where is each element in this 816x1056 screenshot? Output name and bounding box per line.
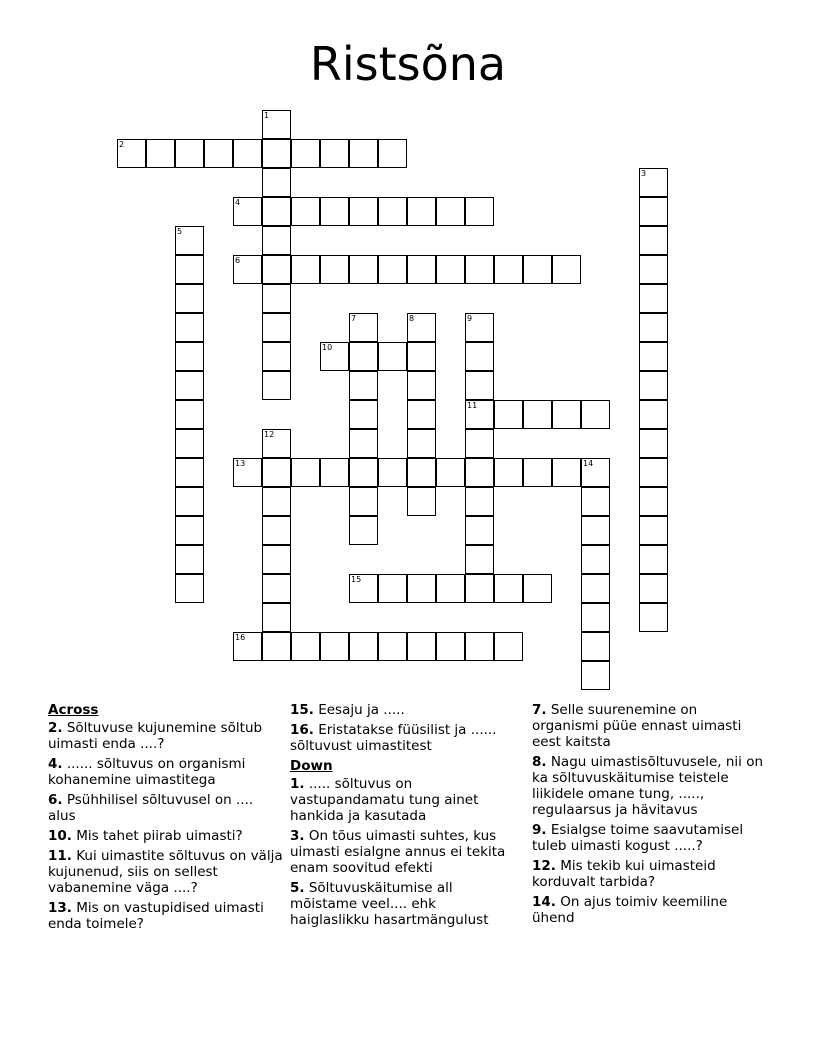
middle-clues-column (290, 702, 516, 932)
down-clue (532, 822, 768, 854)
grid-cell[interactable] (639, 168, 668, 197)
clue-text: Sõltuvuse kujunemine sõltub uimasti enda ....? (48, 720, 263, 752)
clue-text: Esialgse toime saavutamisel tuleb uimasti kogust .....? (532, 822, 744, 854)
grid-cell[interactable] (291, 458, 320, 487)
clue-number: 5. (290, 880, 305, 896)
cell-number: 13 (235, 459, 246, 468)
clue-number: 13. (48, 900, 72, 916)
grid-cell[interactable] (639, 574, 668, 603)
grid-cell[interactable] (378, 255, 407, 284)
grid-cell[interactable] (378, 139, 407, 168)
grid-cell[interactable] (175, 255, 204, 284)
grid-cell[interactable] (204, 139, 233, 168)
clue-text: Kui uimastite sõltuvus on välja kujunenud, siis on sellest vabanemine väga ....? (48, 848, 283, 896)
grid-cell[interactable] (436, 458, 465, 487)
clue-text: On ajus toimiv keemiline ühend (532, 894, 728, 926)
grid-cell[interactable] (639, 284, 668, 313)
cell-number: 15 (351, 575, 362, 584)
cell-number: 1 (264, 111, 270, 120)
grid-cell[interactable] (465, 371, 494, 400)
grid-cell[interactable] (436, 632, 465, 661)
grid-cell[interactable] (407, 487, 436, 516)
grid-cell[interactable] (581, 574, 610, 603)
grid-cell[interactable] (320, 632, 349, 661)
across-clue (48, 792, 284, 824)
grid-cell[interactable] (581, 487, 610, 516)
grid-cell[interactable] (262, 139, 291, 168)
grid-cell[interactable] (436, 255, 465, 284)
grid-cell[interactable] (262, 458, 291, 487)
grid-cell[interactable] (262, 574, 291, 603)
grid-cell[interactable] (465, 429, 494, 458)
cell-number: 10 (322, 343, 333, 352)
grid-cell[interactable] (349, 197, 378, 226)
grid-cell[interactable] (581, 603, 610, 632)
grid-cell[interactable] (639, 226, 668, 255)
grid-cell[interactable] (639, 458, 668, 487)
grid-cell[interactable] (436, 197, 465, 226)
grid-cell[interactable] (320, 197, 349, 226)
clue-number: 8. (532, 754, 547, 770)
cell-number: 11 (467, 401, 478, 410)
cell-number: 14 (583, 459, 594, 468)
grid-cell[interactable] (465, 400, 494, 429)
grid-cell[interactable] (639, 603, 668, 632)
grid-cell[interactable] (523, 458, 552, 487)
grid-cell[interactable] (639, 371, 668, 400)
grid-cell[interactable] (465, 487, 494, 516)
grid-cell[interactable] (262, 632, 291, 661)
grid-cell[interactable] (639, 400, 668, 429)
grid-cell[interactable] (262, 284, 291, 313)
grid-cell[interactable] (175, 139, 204, 168)
grid-cell[interactable] (175, 226, 204, 255)
grid-cell[interactable] (407, 342, 436, 371)
grid-cell[interactable] (523, 400, 552, 429)
grid-cell[interactable] (233, 632, 262, 661)
grid-cell[interactable] (349, 487, 378, 516)
grid-cell[interactable] (262, 255, 291, 284)
down-clue (532, 858, 768, 890)
grid-cell[interactable] (349, 458, 378, 487)
grid-cell[interactable] (407, 574, 436, 603)
cell-number: 16 (235, 633, 246, 642)
across-heading: Across (48, 702, 99, 718)
grid-cell[interactable] (552, 255, 581, 284)
clue-number: 3. (290, 828, 305, 844)
grid-cell[interactable] (262, 603, 291, 632)
grid-cell[interactable] (262, 197, 291, 226)
across-clue (48, 900, 284, 932)
grid-cell[interactable] (407, 429, 436, 458)
cell-number: 3 (641, 169, 647, 178)
grid-cell[interactable] (320, 139, 349, 168)
grid-cell[interactable] (581, 545, 610, 574)
grid-cell[interactable] (349, 255, 378, 284)
cell-number: 5 (177, 227, 183, 236)
grid-cell[interactable] (639, 516, 668, 545)
grid-cell[interactable] (233, 255, 262, 284)
grid-cell[interactable] (639, 255, 668, 284)
grid-cell[interactable] (378, 632, 407, 661)
grid-cell[interactable] (465, 632, 494, 661)
across-clues-column (48, 702, 284, 936)
grid-cell[interactable] (581, 516, 610, 545)
grid-cell[interactable] (262, 313, 291, 342)
down-clue (532, 894, 768, 926)
across-clue (48, 828, 284, 844)
cell-number: 6 (235, 256, 241, 265)
grid-cell[interactable] (262, 168, 291, 197)
grid-cell[interactable] (175, 313, 204, 342)
grid-cell[interactable] (175, 516, 204, 545)
grid-cell[interactable] (465, 574, 494, 603)
clue-text: Psühhilisel sõltuvusel on .... alus (48, 792, 254, 824)
grid-cell[interactable] (146, 139, 175, 168)
grid-cell[interactable] (407, 458, 436, 487)
grid-cell[interactable] (262, 226, 291, 255)
grid-cell[interactable] (175, 371, 204, 400)
grid-cell[interactable] (465, 197, 494, 226)
grid-cell[interactable] (175, 342, 204, 371)
grid-cell[interactable] (407, 371, 436, 400)
grid-cell[interactable] (465, 313, 494, 342)
clue-number: 1. (290, 776, 305, 792)
grid-cell[interactable] (349, 574, 378, 603)
clue-text: Mis tahet piirab uimasti? (76, 828, 243, 844)
grid-cell[interactable] (581, 400, 610, 429)
grid-cell[interactable] (494, 632, 523, 661)
grid-cell[interactable] (465, 545, 494, 574)
grid-cell[interactable] (494, 574, 523, 603)
grid-cell[interactable] (233, 197, 262, 226)
grid-cell[interactable] (436, 574, 465, 603)
grid-cell[interactable] (291, 255, 320, 284)
grid-cell[interactable] (523, 574, 552, 603)
clue-text: Mis tekib kui uimasteid korduvalt tarbida? (532, 858, 716, 890)
grid-cell[interactable] (465, 255, 494, 284)
down-heading: Down (290, 758, 333, 774)
grid-cell[interactable] (320, 255, 349, 284)
grid-cell[interactable] (349, 313, 378, 342)
clue-number: 10. (48, 828, 72, 844)
grid-cell[interactable] (407, 313, 436, 342)
grid-cell[interactable] (175, 458, 204, 487)
clue-number: 16. (290, 722, 314, 738)
grid-cell[interactable] (639, 429, 668, 458)
grid-cell[interactable] (494, 255, 523, 284)
across-clue (48, 756, 284, 788)
grid-cell[interactable] (233, 458, 262, 487)
clue-text: Selle suurenemine on organismi püüe ennast uimasti eest kaitsta (532, 702, 742, 750)
grid-cell[interactable] (494, 458, 523, 487)
grid-cell[interactable] (349, 632, 378, 661)
clue-number: 15. (290, 702, 314, 718)
grid-cell[interactable] (349, 342, 378, 371)
grid-cell[interactable] (262, 487, 291, 516)
cell-number: 2 (119, 140, 125, 149)
grid-cell[interactable] (378, 342, 407, 371)
grid-cell[interactable] (639, 487, 668, 516)
grid-cell[interactable] (349, 400, 378, 429)
clue-number: 4. (48, 756, 63, 772)
grid-cell[interactable] (349, 516, 378, 545)
grid-cell[interactable] (407, 632, 436, 661)
clue-text: On tõus uimasti suhtes, kus uimasti esialgne annus ei tekita enam soovitud efekti (290, 828, 506, 876)
grid-cell[interactable] (175, 284, 204, 313)
grid-cell[interactable] (262, 371, 291, 400)
grid-cell[interactable] (262, 516, 291, 545)
grid-cell[interactable] (581, 458, 610, 487)
grid-cell[interactable] (262, 342, 291, 371)
clue-text: Nagu uimastisõltuvusele, nii on ka sõltuvuskäitumise teistele liikidele omane tung, ....., regulaarsus ja hävitavus (532, 754, 764, 818)
grid-cell[interactable] (407, 197, 436, 226)
grid-cell[interactable] (175, 400, 204, 429)
grid-cell[interactable] (552, 458, 581, 487)
clue-number: 11. (48, 848, 72, 864)
down-clue (532, 754, 768, 818)
grid-cell[interactable] (639, 342, 668, 371)
across-clue (290, 722, 516, 754)
grid-cell[interactable] (581, 632, 610, 661)
grid-cell[interactable] (523, 255, 552, 284)
grid-cell[interactable] (494, 400, 523, 429)
grid-cell[interactable] (639, 313, 668, 342)
grid-cell[interactable] (378, 574, 407, 603)
cell-number: 9 (467, 314, 473, 323)
clue-text: Eesaju ja ..... (318, 702, 405, 718)
clue-text: Eristatakse füüsilist ja ...... sõltuvust uimastitest (290, 722, 497, 754)
across-clue (290, 702, 516, 718)
clue-text: Mis on vastupidised uimasti enda toimele? (48, 900, 264, 932)
grid-cell[interactable] (552, 400, 581, 429)
grid-cell[interactable] (581, 661, 610, 690)
grid-cell[interactable] (407, 255, 436, 284)
grid-cell[interactable] (175, 545, 204, 574)
clue-number: 2. (48, 720, 63, 736)
right-clues-column (532, 702, 768, 930)
grid-cell[interactable] (465, 342, 494, 371)
grid-cell[interactable] (262, 545, 291, 574)
grid-cell[interactable] (175, 487, 204, 516)
grid-cell[interactable] (291, 197, 320, 226)
cell-number: 7 (351, 314, 357, 323)
grid-cell[interactable] (349, 429, 378, 458)
grid-cell[interactable] (378, 197, 407, 226)
clue-text: ...... sõltuvus on organismi kohanemine uimastitega (48, 756, 246, 788)
clue-number: 7. (532, 702, 547, 718)
down-clue (532, 702, 768, 750)
clue-number: 6. (48, 792, 63, 808)
grid-cell[interactable] (291, 632, 320, 661)
clue-text: ..... sõltuvus on vastupandamatu tung ainet hankida ja kasutada (290, 776, 479, 824)
grid-cell[interactable] (407, 400, 436, 429)
page-title: Ristsõna (309, 37, 507, 91)
cell-number: 12 (264, 430, 275, 439)
clue-text: Sõltuvuskäitumise all mõistame veel.... ehk haiglaslikku hasartmängulust (290, 880, 489, 928)
grid-cell[interactable] (175, 429, 204, 458)
cell-number: 4 (235, 198, 241, 207)
down-clue (290, 880, 516, 928)
grid-cell[interactable] (639, 545, 668, 574)
grid-cell[interactable] (320, 342, 349, 371)
grid-cell[interactable] (465, 516, 494, 545)
grid-cell[interactable] (262, 429, 291, 458)
grid-cell[interactable] (320, 458, 349, 487)
down-clue (290, 828, 516, 876)
grid-cell[interactable] (233, 139, 262, 168)
clue-number: 12. (532, 858, 556, 874)
across-clue (48, 720, 284, 752)
grid-cell[interactable] (262, 110, 291, 139)
grid-cell[interactable] (639, 197, 668, 226)
down-clue (290, 776, 516, 824)
clue-number: 14. (532, 894, 556, 910)
grid-cell[interactable] (465, 458, 494, 487)
cell-number: 8 (409, 314, 415, 323)
grid-cell[interactable] (175, 574, 204, 603)
clue-number: 9. (532, 822, 547, 838)
across-clue (48, 848, 284, 896)
grid-cell[interactable] (117, 139, 146, 168)
grid-cell[interactable] (378, 458, 407, 487)
grid-cell[interactable] (349, 371, 378, 400)
grid-cell[interactable] (291, 139, 320, 168)
grid-cell[interactable] (349, 139, 378, 168)
